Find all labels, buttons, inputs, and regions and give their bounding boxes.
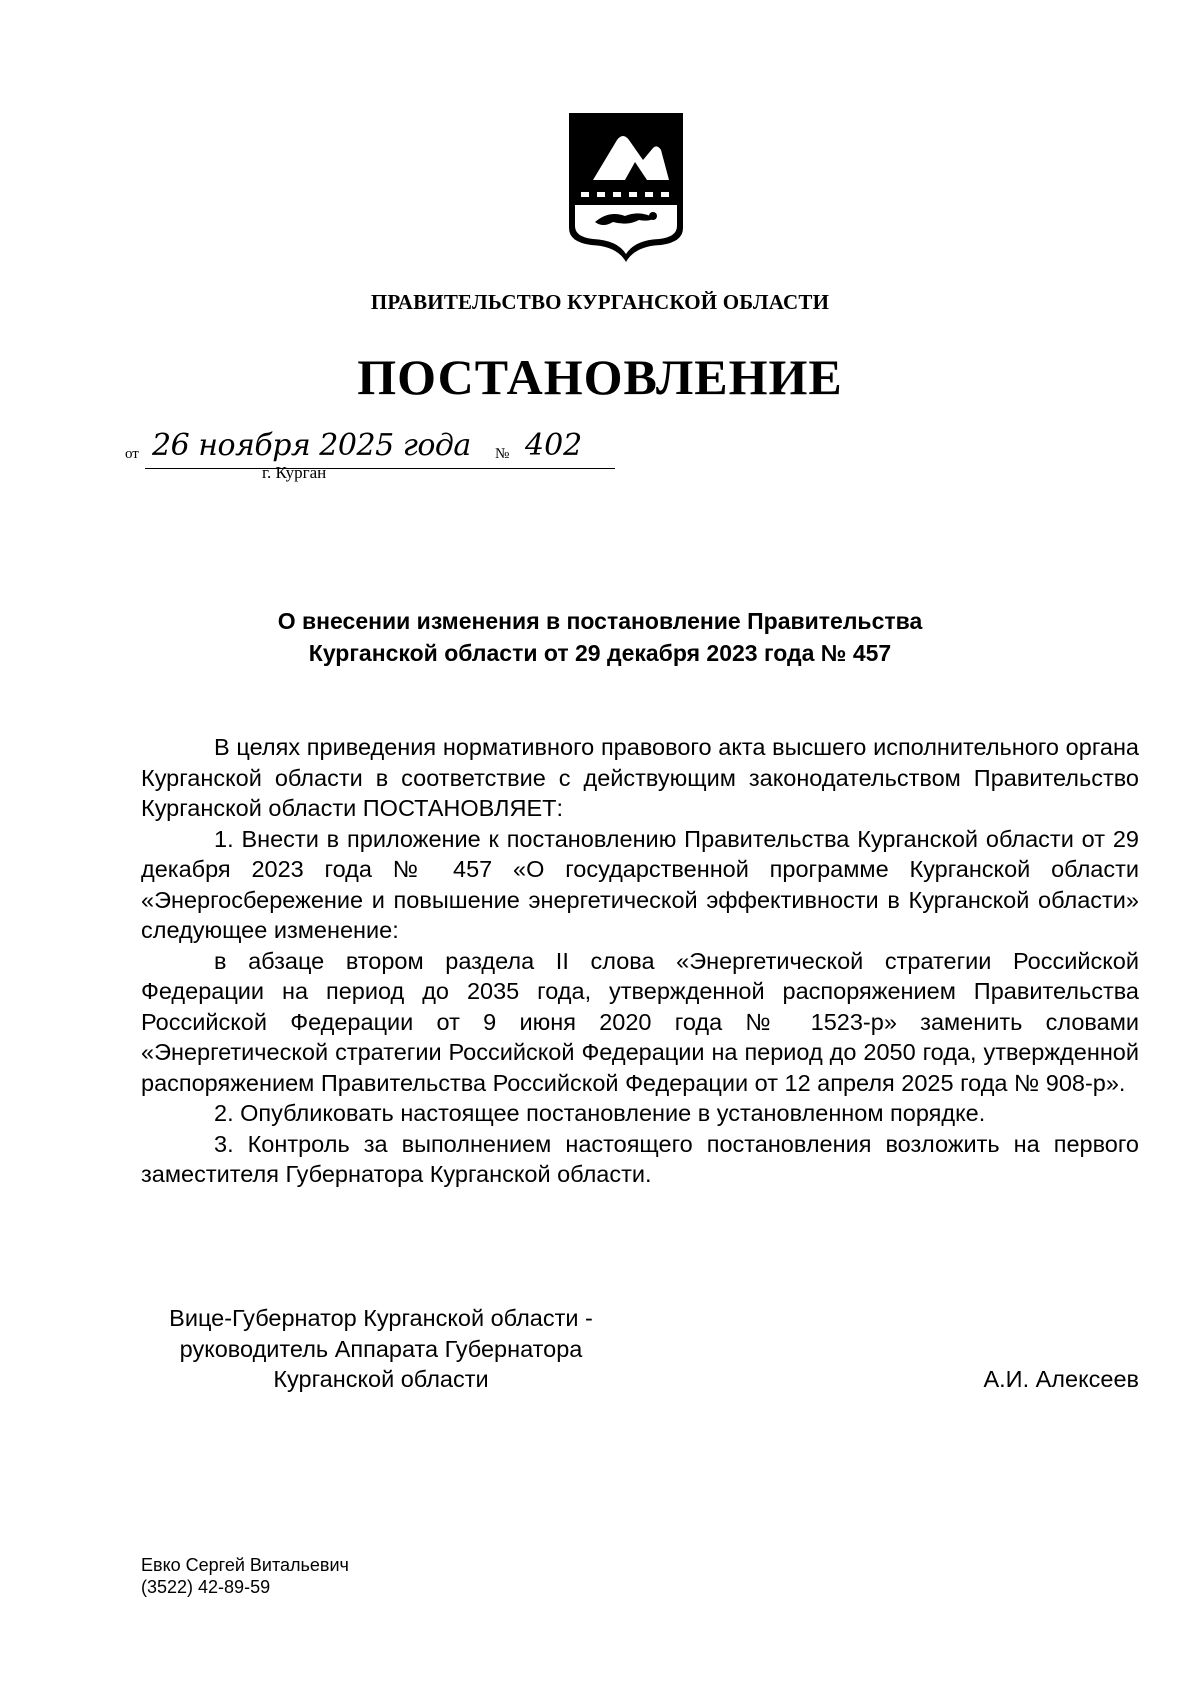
document-title (0, 605, 1200, 669)
coat-of-arms-icon (565, 110, 687, 264)
executor-info (141, 1554, 349, 1598)
body-paragraph-item-2: 2. Опубликовать настоящее постановление в установленном порядке. (214, 1100, 986, 1126)
executor-phone: (3522) 42-89-59 (141, 1577, 271, 1597)
signatory-position (141, 1303, 621, 1395)
title-line-1: О внесении изменения в постановление Правительства (277, 608, 923, 634)
body-paragraph-item-1: 1. Внести в приложение к постановлению Правительства Курганской области от 29 декабря 2023 года № 457 «О государственной программе Курганской области «Энергосбережение и повышение энергетической эффективности в Курганской области» следующее изменение: (141, 825, 1139, 943)
date-number-row (125, 428, 645, 478)
signatory-position-line-2: руководитель Аппарата Губернатора (179, 1335, 583, 1362)
city: г. Курган (262, 463, 327, 482)
number-prefix: № (495, 446, 510, 462)
date-prefix: от (125, 446, 139, 462)
handwritten-date: 26 ноября 2025 года (152, 428, 471, 463)
document-type: ПОСТАНОВЛЕНИЕ (357, 349, 843, 405)
signatory-position-line-1: Вице-Губернатор Курганской области - (169, 1305, 593, 1331)
title-line-2: Курганской области от 29 декабря 2023 года № 457 (308, 640, 892, 666)
document-body (141, 732, 1139, 1190)
organization-name: ПРАВИТЕЛЬСТВО КУРГАНСКОЙ ОБЛАСТИ (370, 290, 830, 314)
handwritten-number: 402 (525, 428, 583, 463)
signatory-name: А.И. Алексеев (983, 1366, 1139, 1392)
executor-name: Евко Сергей Витальевич (141, 1555, 349, 1575)
number-underline (520, 468, 615, 469)
body-paragraph-preamble: В целях приведения нормативного правового акта высшего исполнительного органа Курганской области в соответствие с действующим законодательством Правительство Курганской области ПОСТАНОВЛЯЕТ: (141, 734, 1139, 821)
body-paragraph-item-3: 3. Контроль за выполнением настоящего постановления возложить на первого заместителя Губернатора Курганской области. (141, 1130, 1139, 1187)
signatory-position-line-3: Курганской области (273, 1366, 489, 1392)
body-paragraph-amendment: в абзаце втором раздела II слова «Энергетической стратегии Российской Федерации на период до 2035 года, утвержденной распоряжением Правительства Российской Федерации от 9 июня 2020 года № 1523-р» заменить словами «Энергетической стратегии Российской Федерации на период до 2050 года, утвержденной распоряжением Правительства Российской Федерации от 12 апреля 2025 года № 908-р». (141, 947, 1139, 1096)
